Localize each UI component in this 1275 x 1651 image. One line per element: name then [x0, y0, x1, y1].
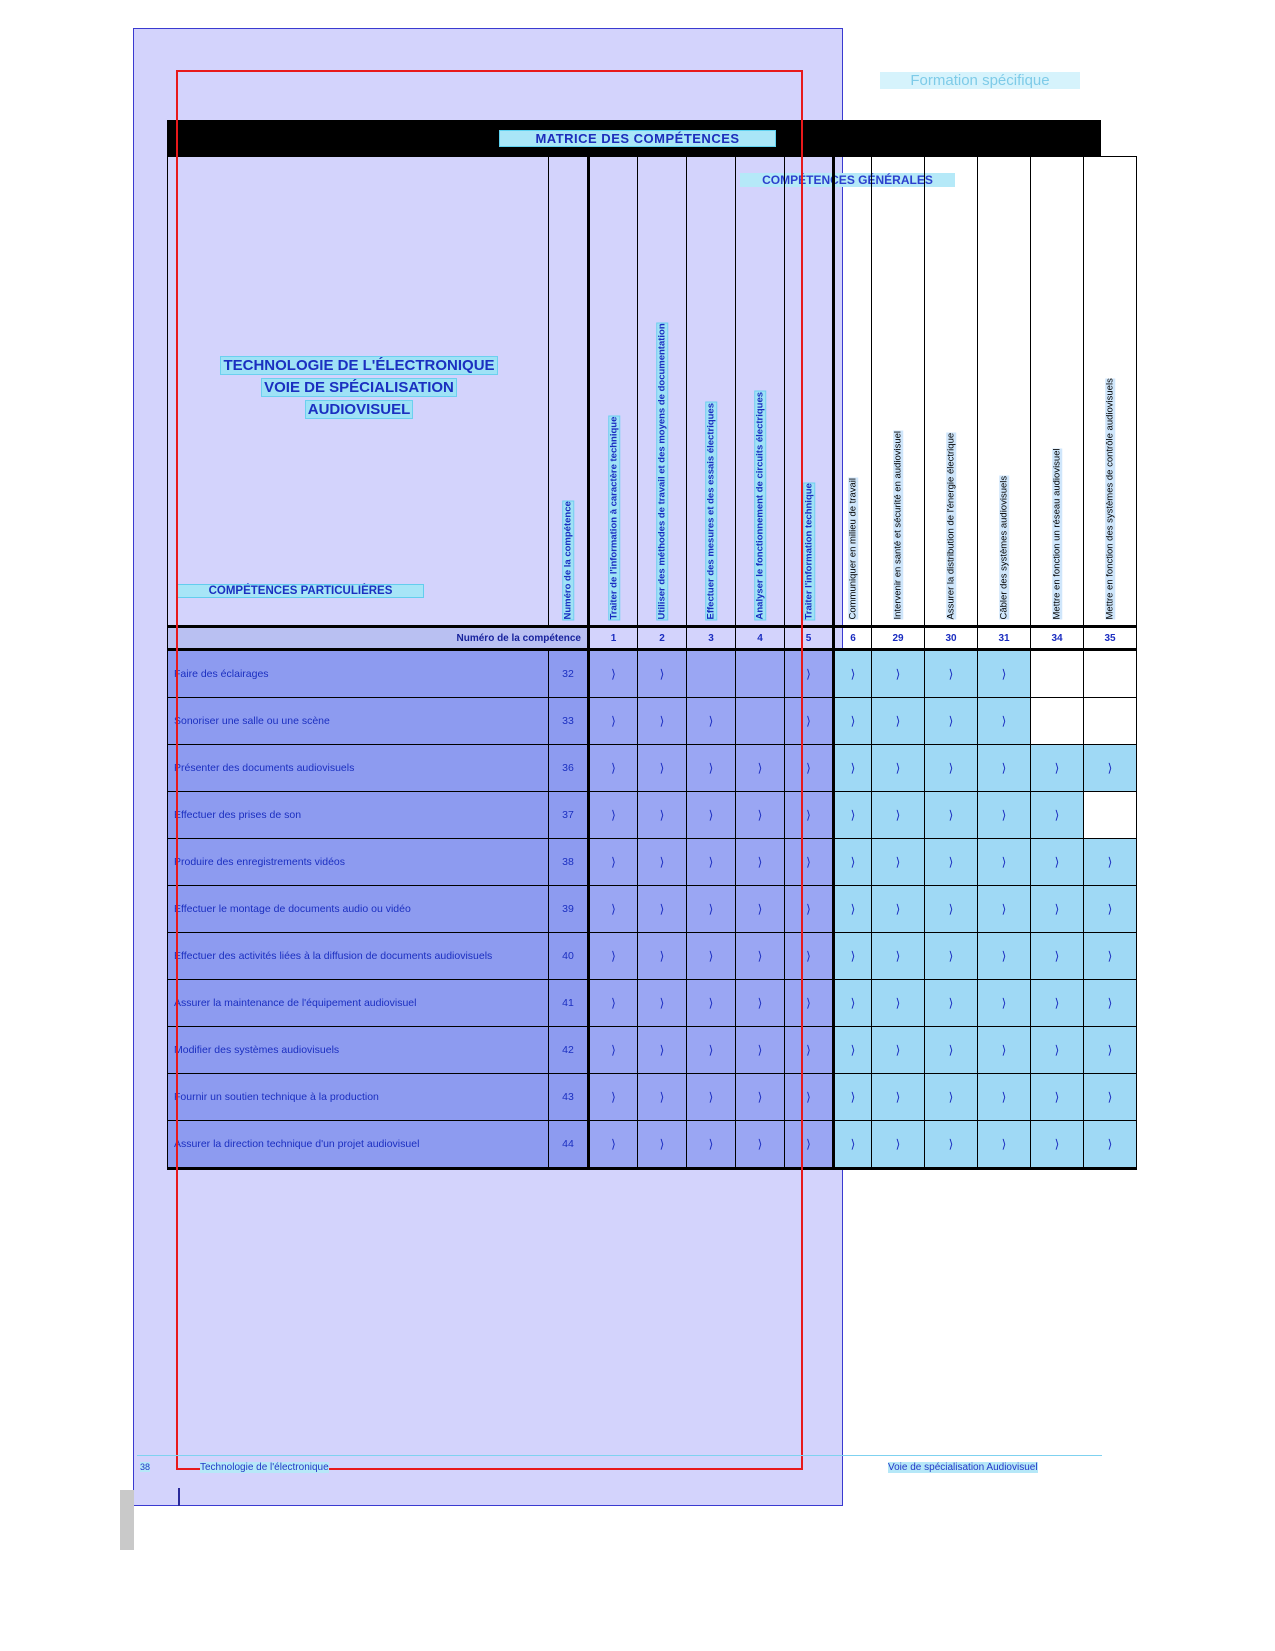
- mark-cell: ⟩: [925, 650, 978, 698]
- footer-right-text: Voie de spécialisation Audiovisuel: [888, 1462, 1038, 1473]
- mark-cell: ⟩: [925, 745, 978, 792]
- table-row: [168, 839, 1137, 886]
- competency-name: Produire des enregistrements vidéos: [168, 839, 549, 886]
- column-header-30: Assurer la distribution de l'énergie électrique: [925, 157, 978, 627]
- footer-divider: [137, 1455, 1102, 1456]
- mark-cell: ⟩: [785, 792, 834, 839]
- mark-cell: [1084, 650, 1137, 698]
- column-header-35: Mettre en fonction des systèmes de contrôle audiovisuels: [1084, 157, 1137, 627]
- mark-cell: ⟩: [687, 792, 736, 839]
- column-header-3: Effectuer des mesures et des essais électriques: [687, 157, 736, 627]
- mark-cell: ⟩: [834, 792, 872, 839]
- mark-cell: ⟩: [1031, 1027, 1084, 1074]
- mark-cell: ⟩: [978, 1074, 1031, 1121]
- particular-competencies-heading: COMPÉTENCES PARTICULIÈRES: [178, 585, 423, 597]
- competency-name: Présenter des documents audiovisuels: [168, 745, 549, 792]
- competency-number: 37: [549, 792, 589, 839]
- column-header-2: Utiliser des méthodes de travail et des moyens de documentation: [638, 157, 687, 627]
- mark-cell: ⟩: [687, 1074, 736, 1121]
- competency-number: 43: [549, 1074, 589, 1121]
- mark-cell: ⟩: [1031, 792, 1084, 839]
- mark-cell: ⟩: [925, 839, 978, 886]
- column-header-6: Communiquer en milieu de travail: [834, 157, 872, 627]
- competency-number: 42: [549, 1027, 589, 1074]
- mark-cell: ⟩: [736, 839, 785, 886]
- competency-number: 40: [549, 933, 589, 980]
- competency-name: Effectuer des prises de son: [168, 792, 549, 839]
- mark-cell: ⟩: [1031, 980, 1084, 1027]
- mark-cell: ⟩: [687, 886, 736, 933]
- mark-cell: ⟩: [834, 1074, 872, 1121]
- mark-cell: ⟩: [1084, 745, 1137, 792]
- number-col-5: 5: [785, 627, 834, 650]
- number-col-1: 1: [589, 627, 638, 650]
- competency-number: 39: [549, 886, 589, 933]
- mark-cell: ⟩: [834, 698, 872, 745]
- mark-cell: ⟩: [785, 933, 834, 980]
- mark-cell: ⟩: [687, 745, 736, 792]
- mark-cell: ⟩: [589, 839, 638, 886]
- table-row: [168, 980, 1137, 1027]
- mark-cell: ⟩: [589, 698, 638, 745]
- mark-cell: ⟩: [687, 698, 736, 745]
- column-header-29: Intervenir en santé et sécurité en audiovisuel: [872, 157, 925, 627]
- general-competencies-heading: COMPÉTENCES GÉNÉRALES: [740, 173, 955, 187]
- program-title-line1: TECHNOLOGIE DE L'ÉLECTRONIQUE: [223, 357, 495, 374]
- mark-cell: ⟩: [872, 1074, 925, 1121]
- column-header-rownum: Numéro de la compétence: [549, 157, 589, 627]
- mark-cell: ⟩: [978, 1121, 1031, 1169]
- mark-cell: [736, 650, 785, 698]
- column-header-1: Traiter de l'information à caractère technique: [589, 157, 638, 627]
- mark-cell: ⟩: [589, 1027, 638, 1074]
- number-row-label: Numéro de la compétence: [168, 627, 589, 650]
- table-row: [168, 1074, 1137, 1121]
- mark-cell: ⟩: [589, 745, 638, 792]
- formation-specifique-label: Formation spécifique: [880, 72, 1080, 89]
- table-row: [168, 886, 1137, 933]
- number-col-2: 2: [638, 627, 687, 650]
- competency-number: 32: [549, 650, 589, 698]
- mark-cell: ⟩: [687, 839, 736, 886]
- mark-cell: ⟩: [736, 1027, 785, 1074]
- page-number: 38: [140, 1462, 151, 1472]
- mark-cell: ⟩: [638, 745, 687, 792]
- number-col-4: 4: [736, 627, 785, 650]
- mark-cell: ⟩: [785, 839, 834, 886]
- mark-cell: ⟩: [1084, 933, 1137, 980]
- mark-cell: [1084, 698, 1137, 745]
- mark-cell: ⟩: [638, 1027, 687, 1074]
- mark-cell: ⟩: [1031, 745, 1084, 792]
- number-col-29: 29: [872, 627, 925, 650]
- mark-cell: ⟩: [638, 650, 687, 698]
- mark-cell: ⟩: [978, 650, 1031, 698]
- mark-cell: ⟩: [1084, 1027, 1137, 1074]
- mark-cell: ⟩: [1031, 1121, 1084, 1169]
- mark-cell: ⟩: [872, 745, 925, 792]
- mark-cell: ⟩: [872, 698, 925, 745]
- number-col-30: 30: [925, 627, 978, 650]
- table-row: [168, 698, 1137, 745]
- mark-cell: ⟩: [785, 1027, 834, 1074]
- mark-cell: ⟩: [589, 1074, 638, 1121]
- number-col-35: 35: [1084, 627, 1137, 650]
- mark-cell: ⟩: [925, 1027, 978, 1074]
- column-header-31: Câbler des systèmes audiovisuels: [978, 157, 1031, 627]
- mark-cell: ⟩: [589, 1121, 638, 1169]
- text-caret: [178, 1488, 180, 1506]
- mark-cell: ⟩: [834, 1121, 872, 1169]
- competency-name: Modifier des systèmes audiovisuels: [168, 1027, 549, 1074]
- mark-cell: ⟩: [785, 745, 834, 792]
- mark-cell: ⟩: [925, 792, 978, 839]
- mark-cell: ⟩: [834, 886, 872, 933]
- mark-cell: ⟩: [834, 1027, 872, 1074]
- mark-cell: ⟩: [834, 650, 872, 698]
- mark-cell: ⟩: [978, 980, 1031, 1027]
- mark-cell: ⟩: [925, 980, 978, 1027]
- number-col-3: 3: [687, 627, 736, 650]
- mark-cell: ⟩: [872, 933, 925, 980]
- mark-cell: ⟩: [638, 933, 687, 980]
- mark-cell: ⟩: [1084, 1121, 1137, 1169]
- mark-cell: ⟩: [785, 650, 834, 698]
- mark-cell: ⟩: [872, 980, 925, 1027]
- mark-cell: [1031, 650, 1084, 698]
- mark-cell: ⟩: [736, 1121, 785, 1169]
- mark-cell: ⟩: [589, 980, 638, 1027]
- competency-name: Effectuer des activités liées à la diffusion de documents audiovisuels: [168, 933, 549, 980]
- competency-number: 33: [549, 698, 589, 745]
- mark-cell: ⟩: [687, 1027, 736, 1074]
- mark-cell: ⟩: [872, 1121, 925, 1169]
- mark-cell: ⟩: [638, 792, 687, 839]
- mark-cell: ⟩: [1084, 1074, 1137, 1121]
- competency-name: Fournir un soutien technique à la production: [168, 1074, 549, 1121]
- mark-cell: ⟩: [1031, 933, 1084, 980]
- number-col-31: 31: [978, 627, 1031, 650]
- mark-cell: ⟩: [978, 792, 1031, 839]
- program-title-line2: VOIE DE SPÉCIALISATION: [264, 378, 454, 396]
- competency-number-row: [168, 627, 1137, 650]
- mark-cell: ⟩: [785, 1121, 834, 1169]
- mark-cell: ⟩: [638, 839, 687, 886]
- mark-cell: ⟩: [872, 1027, 925, 1074]
- mark-cell: ⟩: [834, 839, 872, 886]
- table-row: [168, 1027, 1137, 1074]
- competency-name: Sonoriser une salle ou une scène: [168, 698, 549, 745]
- mark-cell: ⟩: [687, 1121, 736, 1169]
- number-col-34: 34: [1031, 627, 1084, 650]
- mark-cell: ⟩: [589, 650, 638, 698]
- table-row: [168, 1121, 1137, 1169]
- table-row: [168, 933, 1137, 980]
- mark-cell: ⟩: [925, 1121, 978, 1169]
- mark-cell: ⟩: [834, 745, 872, 792]
- footer-left-text: Technologie de l'électronique: [200, 1462, 329, 1473]
- competency-name: Assurer la maintenance de l'équipement audiovisuel: [168, 980, 549, 1027]
- mark-cell: ⟩: [1031, 886, 1084, 933]
- mark-cell: ⟩: [638, 886, 687, 933]
- matrix-header-row: [168, 157, 1137, 627]
- mark-cell: [687, 650, 736, 698]
- competency-number: 44: [549, 1121, 589, 1169]
- table-row: [168, 650, 1137, 698]
- mark-cell: ⟩: [1084, 886, 1137, 933]
- mark-cell: [1084, 792, 1137, 839]
- mark-cell: ⟩: [589, 933, 638, 980]
- mark-cell: ⟩: [978, 698, 1031, 745]
- mark-cell: ⟩: [736, 792, 785, 839]
- mark-cell: ⟩: [589, 886, 638, 933]
- mark-cell: ⟩: [872, 839, 925, 886]
- program-title-cell: [168, 157, 549, 627]
- mark-cell: ⟩: [978, 933, 1031, 980]
- mark-cell: ⟩: [785, 980, 834, 1027]
- mark-cell: ⟩: [925, 886, 978, 933]
- mark-cell: ⟩: [736, 933, 785, 980]
- mark-cell: ⟩: [1084, 839, 1137, 886]
- mark-cell: ⟩: [638, 980, 687, 1027]
- mark-cell: ⟩: [1084, 980, 1137, 1027]
- mark-cell: ⟩: [687, 933, 736, 980]
- mark-cell: ⟩: [925, 698, 978, 745]
- competency-name: Assurer la direction technique d'un projet audiovisuel: [168, 1121, 549, 1169]
- table-row: [168, 745, 1137, 792]
- mark-cell: ⟩: [736, 1074, 785, 1121]
- mark-cell: ⟩: [872, 650, 925, 698]
- mark-cell: ⟩: [872, 792, 925, 839]
- mark-cell: ⟩: [1031, 839, 1084, 886]
- mark-cell: ⟩: [1031, 1074, 1084, 1121]
- mark-cell: ⟩: [638, 698, 687, 745]
- mark-cell: ⟩: [589, 792, 638, 839]
- competency-name: Faire des éclairages: [168, 650, 549, 698]
- competency-number: 38: [549, 839, 589, 886]
- mark-cell: ⟩: [638, 1121, 687, 1169]
- competency-number: 41: [549, 980, 589, 1027]
- program-title-line3: AUDIOVISUEL: [307, 400, 411, 418]
- competency-matrix: [167, 156, 1137, 1170]
- mark-cell: ⟩: [736, 745, 785, 792]
- table-row: [168, 792, 1137, 839]
- column-header-5: Traiter l'information technique: [785, 157, 834, 627]
- mark-cell: ⟩: [925, 1074, 978, 1121]
- competency-name: Effectuer le montage de documents audio ou vidéo: [168, 886, 549, 933]
- mark-cell: ⟩: [834, 980, 872, 1027]
- mark-cell: ⟩: [978, 839, 1031, 886]
- mark-cell: ⟩: [925, 933, 978, 980]
- mark-cell: ⟩: [834, 933, 872, 980]
- competency-number: 36: [549, 745, 589, 792]
- mark-cell: [736, 698, 785, 745]
- mark-cell: [1031, 698, 1084, 745]
- column-header-34: Mettre en fonction un réseau audiovisuel: [1031, 157, 1084, 627]
- mark-cell: ⟩: [978, 1027, 1031, 1074]
- mark-cell: ⟩: [978, 886, 1031, 933]
- matrix-title: MATRICE DES COMPÉTENCES: [500, 131, 775, 146]
- mark-cell: ⟩: [785, 698, 834, 745]
- mark-cell: ⟩: [785, 1074, 834, 1121]
- mark-cell: ⟩: [736, 886, 785, 933]
- mark-cell: ⟩: [978, 745, 1031, 792]
- mark-cell: ⟩: [872, 886, 925, 933]
- mark-cell: ⟩: [736, 980, 785, 1027]
- page-gutter-shadow: [120, 1490, 134, 1550]
- mark-cell: ⟩: [638, 1074, 687, 1121]
- number-col-6: 6: [834, 627, 872, 650]
- column-header-4: Analyser le fonctionnement de circuits électriques: [736, 157, 785, 627]
- mark-cell: ⟩: [785, 886, 834, 933]
- mark-cell: ⟩: [687, 980, 736, 1027]
